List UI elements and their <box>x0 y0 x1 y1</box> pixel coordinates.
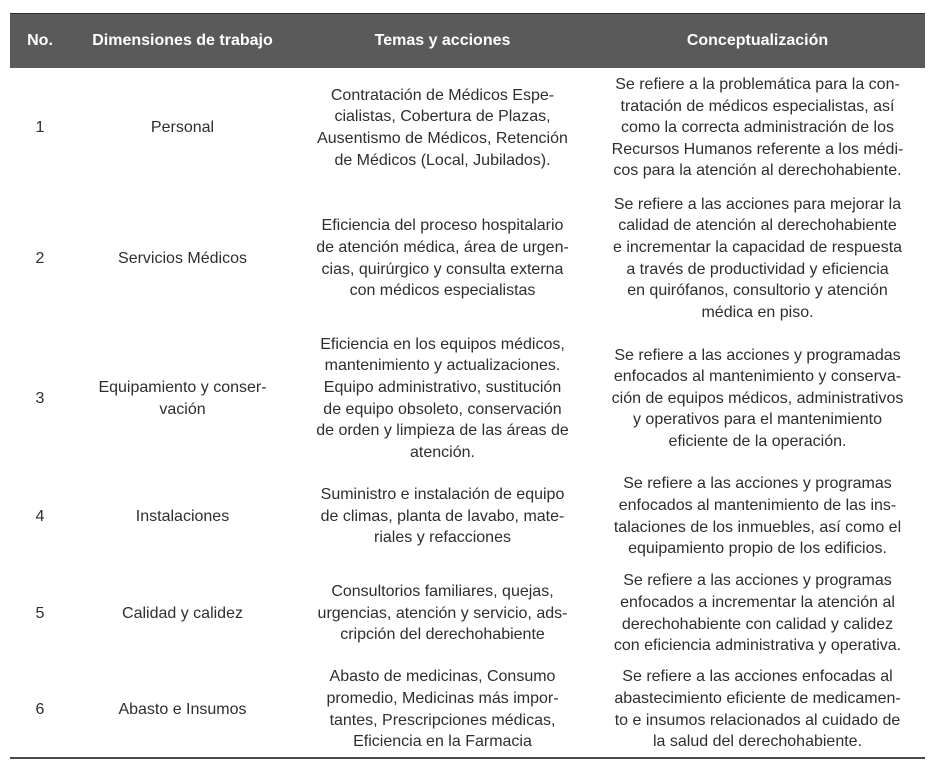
header-temas: Temas y acciones <box>295 14 590 69</box>
cell-temas-line: de Médicos (Local, Jubilados). <box>334 151 551 169</box>
cell-dimension-line: Instalaciones <box>135 507 230 525</box>
cell-number <box>10 565 70 662</box>
cell-concepto-line: Se refiere a las acciones y programas <box>623 475 892 493</box>
cell-concepto-line: e incrementar la capacidad de respuesta <box>612 238 903 256</box>
cell-concepto <box>590 329 925 468</box>
cell-concepto <box>590 565 925 662</box>
cell-temas-line: cias, quirúrgico y consulta externa <box>321 260 564 278</box>
cell-concepto-line: equipamiento propio de los edificios. <box>628 540 887 558</box>
cell-number <box>10 662 70 758</box>
cell-concepto-line: a través de productividad y eficiencia <box>626 260 889 278</box>
cell-dimension-line: Personal <box>150 119 215 137</box>
cell-concepto-line: cos para la atención al derechohabiente. <box>613 162 902 180</box>
header-dimension: Dimensiones de trabajo <box>70 14 295 69</box>
cell-concepto <box>590 68 925 188</box>
cell-temas-line: Eficiencia en los equipos médicos, <box>320 335 565 353</box>
cell-number <box>10 188 70 329</box>
cell-dimension <box>70 329 295 468</box>
cell-concepto-line: Recursos Humanos referente a los médi- <box>611 140 904 158</box>
cell-temas <box>295 188 590 329</box>
cell-number-line: 5 <box>35 604 45 622</box>
cell-dimension-line: Calidad y calidez <box>122 604 243 622</box>
cell-dimension-line: Servicios Médicos <box>118 249 247 267</box>
cell-temas-line: mantenimiento y actualizaciones. <box>324 357 561 375</box>
cell-temas <box>295 68 590 188</box>
cell-temas-line: tantes, Prescripciones médicas, <box>329 711 556 729</box>
cell-concepto-line: enfocados a incrementar la atención al <box>620 593 895 611</box>
cell-temas <box>295 662 590 758</box>
cell-temas-line: promedio, Medicinas más impor- <box>326 689 559 707</box>
table-row <box>10 468 925 565</box>
cell-temas-line: de equipo obsoleto, conservación <box>323 400 562 418</box>
cell-number <box>10 68 70 188</box>
table-row <box>10 188 925 329</box>
cell-concepto-line: en quirófanos, consultorio y atención <box>627 282 888 300</box>
table-header <box>10 14 925 69</box>
cell-dimension <box>70 565 295 662</box>
cell-number-line: 6 <box>35 700 45 718</box>
table-row <box>10 565 925 662</box>
cell-temas-line: de orden y limpieza de las áreas de <box>316 422 569 440</box>
header-row <box>10 14 925 69</box>
cell-temas <box>295 565 590 662</box>
cell-concepto-line: Se refiere a las acciones enfocadas al <box>622 668 893 686</box>
cell-number-line: 4 <box>35 507 45 525</box>
cell-concepto-line: Se refiere a la problemática para la con- <box>615 76 900 94</box>
header-concepto: Conceptualización <box>590 14 925 69</box>
work-dimensions-table <box>10 13 925 759</box>
work-dimensions-table-container <box>10 13 925 759</box>
cell-concepto-line: to e insumos relacionados al cuidado de <box>614 711 901 729</box>
table-body <box>10 68 925 758</box>
cell-concepto-line: enfocados al mantenimiento y conserva- <box>613 368 902 386</box>
cell-number-line: 2 <box>35 249 45 267</box>
cell-concepto-line: Se refiere a las acciones y programadas <box>614 346 901 364</box>
cell-concepto-line: como la correcta administración de los <box>620 119 894 137</box>
cell-concepto-line: calidad de atención al derechohabiente <box>618 217 897 235</box>
table-row <box>10 329 925 468</box>
cell-dimension <box>70 68 295 188</box>
cell-dimension <box>70 662 295 758</box>
cell-temas-line: Abasto de medicinas, Consumo <box>329 668 556 686</box>
cell-temas-line: cialistas, Cobertura de Plazas, <box>334 108 551 126</box>
cell-temas <box>295 329 590 468</box>
cell-concepto <box>590 662 925 758</box>
cell-concepto-line: y operativos para el mantenimiento <box>632 411 883 429</box>
cell-concepto-line: médica en piso. <box>701 303 814 321</box>
cell-temas-line: riales y refacciones <box>374 529 511 547</box>
cell-temas-line: Equipo administrativo, sustitución <box>323 378 562 396</box>
cell-temas-line: Contratación de Médicos Espe- <box>330 86 555 104</box>
cell-temas <box>295 468 590 565</box>
cell-temas-line: Ausentismo de Médicos, Retención <box>317 130 568 147</box>
cell-dimension-line: vación <box>159 400 206 418</box>
cell-dimension <box>70 188 295 329</box>
cell-number <box>10 468 70 565</box>
cell-concepto-line: talaciones de los inmuebles, así como el <box>613 518 902 536</box>
cell-temas-line: con médicos especialistas <box>349 282 536 300</box>
cell-concepto-line: la salud del derechohabiente. <box>652 733 863 751</box>
cell-temas-line: Suministro e instalación de equipo <box>320 486 565 504</box>
table-row <box>10 662 925 758</box>
cell-temas-line: Consultorios familiares, quejas, <box>331 583 554 601</box>
cell-number-line: 1 <box>35 119 45 137</box>
cell-temas-line: cripción del derechohabiente <box>340 626 545 644</box>
cell-dimension-line: Abasto e Insumos <box>118 700 247 718</box>
cell-number-line: 3 <box>35 389 45 407</box>
cell-concepto-line: Se refiere a las acciones para mejorar la <box>613 195 902 213</box>
cell-dimension <box>70 468 295 565</box>
cell-concepto-line: ción de equipos médicos, administrativos <box>611 389 904 407</box>
cell-temas-line: urgencias, atención y servicio, ads- <box>317 604 568 622</box>
cell-concepto-line: eficiente de la operación. <box>668 432 847 450</box>
cell-concepto-line: Se refiere a las acciones y programas <box>623 572 892 590</box>
cell-concepto-line: tratación de médicos especialistas, así <box>620 97 895 115</box>
cell-concepto <box>590 468 925 565</box>
cell-concepto-line: abastecimiento eficiente de medicamen- <box>614 689 901 707</box>
cell-concepto <box>590 188 925 329</box>
cell-temas-line: Eficiencia del proceso hospitalario <box>321 217 564 235</box>
cell-concepto-line: enfocados al mantenimiento de las ins- <box>618 496 897 514</box>
cell-temas-line: de atención médica, área de urgen- <box>316 238 569 256</box>
cell-number <box>10 329 70 468</box>
cell-temas-line: Eficiencia en la Farmacia <box>353 733 532 751</box>
cell-dimension-line: Equipamiento y conser- <box>98 378 267 396</box>
cell-temas-line: atención. <box>410 443 475 461</box>
table-row <box>10 68 925 188</box>
header-number: No. <box>10 14 70 69</box>
cell-concepto-line: con eficiencia administrativa y operativa. <box>613 637 902 655</box>
cell-concepto-line: derechohabiente con calidad y calidez <box>621 615 894 633</box>
cell-temas-line: de climas, planta de lavabo, mate- <box>320 507 565 525</box>
